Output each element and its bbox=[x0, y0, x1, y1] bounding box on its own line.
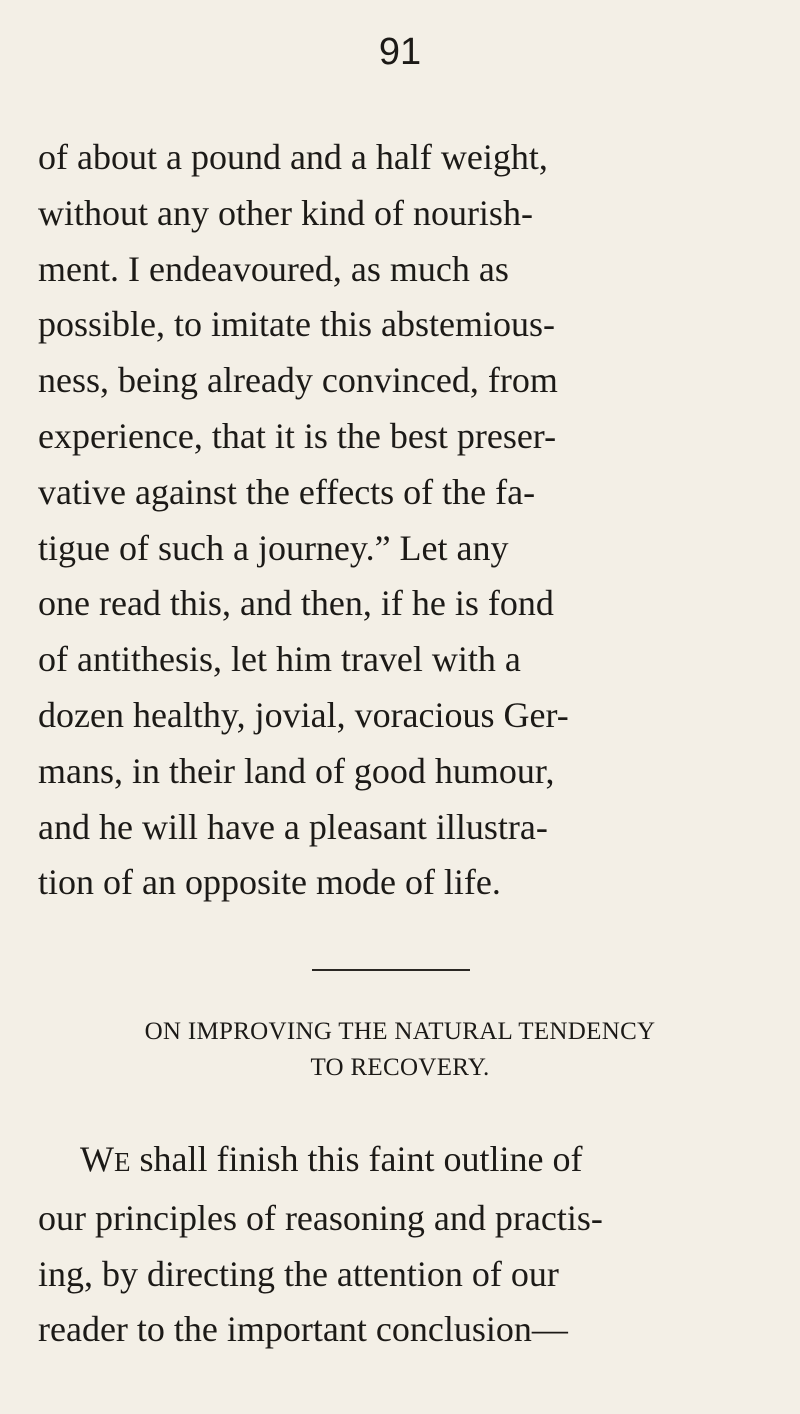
page-number: 91 bbox=[378, 31, 422, 73]
text-line: of antithesis, let him travel with a bbox=[38, 639, 521, 680]
section-heading-line-2: TO RECOVERY. bbox=[310, 1054, 490, 1081]
text-line: tigue of such a journey.” Let any bbox=[38, 527, 509, 568]
text-line: tion of an opposite mode of life. bbox=[38, 862, 501, 903]
text-line: one read this, and then, if he is fond bbox=[38, 583, 554, 624]
text-line: experience, that it is the best preser- bbox=[38, 415, 557, 456]
text-line: our principles of reasoning and practis- bbox=[38, 1197, 603, 1238]
text-line-first bbox=[38, 1132, 778, 1191]
text-line: and he will have a pleasant illustra- bbox=[38, 806, 548, 847]
text-line: ing, by directing the attention of our bbox=[38, 1253, 559, 1294]
text-line: vative against the effects of the fa- bbox=[38, 471, 536, 512]
paragraph-1 bbox=[38, 130, 778, 911]
small-caps-word bbox=[80, 1139, 130, 1179]
text-line: without any other kind of nourish- bbox=[38, 192, 533, 233]
section-heading-line-1: ON IMPROVING THE NATURAL TENDENCY bbox=[144, 1018, 656, 1045]
section-heading bbox=[0, 1014, 800, 1086]
text-line: ment. I endeavoured, as much as bbox=[38, 248, 509, 289]
initial-letter: W bbox=[80, 1139, 114, 1179]
first-line-text: shall finish this faint outline of bbox=[130, 1139, 583, 1179]
text-line: of about a pound and a half weight, bbox=[38, 137, 548, 177]
text-line: reader to the important conclusion— bbox=[38, 1309, 568, 1350]
section-divider bbox=[312, 969, 470, 971]
text-line: possible, to imitate this abstemious- bbox=[38, 304, 555, 345]
text-line: mans, in their land of good humour, bbox=[38, 750, 555, 791]
small-caps-rest: E bbox=[113, 1147, 131, 1177]
text-line: dozen healthy, jovial, voracious Ger- bbox=[38, 694, 569, 735]
text-line: ness, being already convinced, from bbox=[38, 360, 558, 401]
paragraph-2 bbox=[38, 1132, 778, 1358]
